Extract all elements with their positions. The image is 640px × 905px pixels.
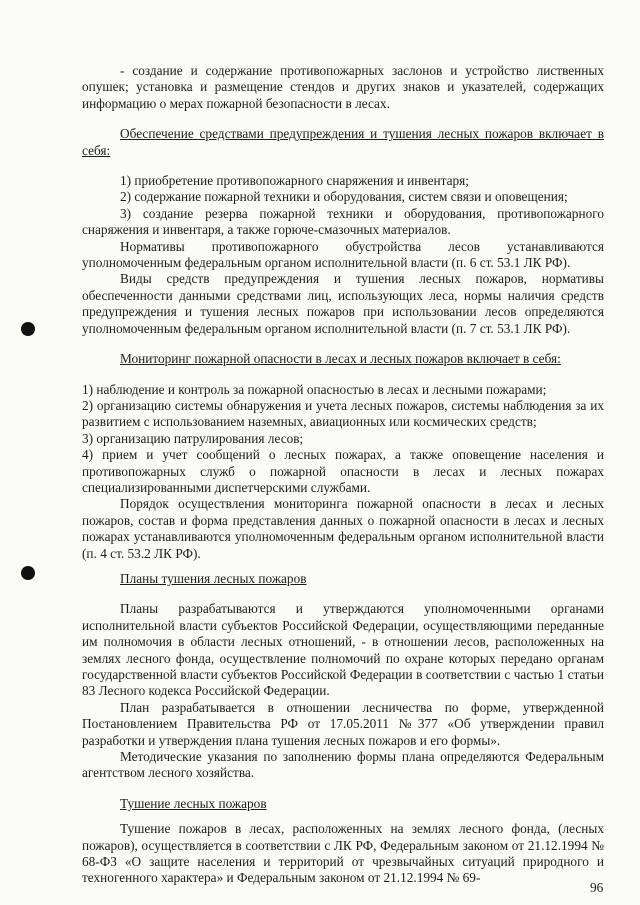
body-paragraph: Планы разрабатываются и утверждаются уполномоченными органами исполнительной власти субъектов Российской Федерации, осуществляющими переданные им полномочия в области лесных отношений, - в отношении лесов, расположенных на землях лесного фонда, осуществление полномочий по охране которых передано органам государственной власти субъектов Российской Федерации в соответствии с частью 1 статьи 83 Лесного кодекса Российской Федерации. (82, 601, 604, 699)
body-paragraph: План разрабатывается в отношении лесничества по форме, утвержденной Постановлением Правительства РФ от 17.05.2011 №377 «Об утверждении правил разработки и утверждения плана тушения лесных пожаров и его формы». (82, 699, 604, 748)
list-item: 1) наблюдение и контроль за пожарной опасностью в лесах и лесными пожарами; (82, 381, 547, 397)
list-item: 2) содержание пожарной техники и оборудования, систем связи и оповещения; (120, 189, 568, 205)
list-item: 3) организацию патрулирования лесов; (82, 430, 304, 446)
list-item: 3) создание резерва пожарной техники и оборудования, противопожарного снаряжения и инвентаря, а также горюче-смазочных материалов. (82, 205, 604, 238)
body-paragraph: Тушение пожаров в лесах, расположенных на землях лесного фонда, (лесных пожаров), осуществляется в соответствии с ЛК РФ, Федеральным законом от 21.12.1994 № 68-ФЗ «О защите населения и территорий от чрезвычайных ситуаций природного и техногенного характера» и Федеральным законом от 21.12.1994 № 69- (82, 821, 604, 886)
section-heading-monitoring: Мониторинг пожарной опасности в лесах и лесных пожаров включает в себя: (120, 351, 561, 367)
list-item: 4) прием и учет сообщений о лесных пожарах, а также оповещение населения и противопожарных служб о пожарной опасности в лесах и лесных пожарах специализированными диспетчерскими службами. (82, 447, 604, 495)
intro-paragraph: - создание и содержание противопожарных заслонов и устройство лиственных опушек; установка и размещение стендов и других знаков и указателей, содержащих информацию о мерах пожарной безопасности в лесах. (82, 63, 604, 111)
binder-hole-mark (21, 322, 35, 336)
section-heading-means: Обеспечение средствами предупреждения и тушения лесных пожаров включает в себя: (82, 126, 604, 158)
body-paragraph: Порядок осуществления мониторинга пожарной опасности в лесах и лесных пожаров, состав и форма представления данных о пожарной опасности в лесах и лесных пожарах устанавливаются уполномоченным федеральным органом исполнительной власти (п. 4 ст. 53.2 ЛК РФ). (82, 496, 604, 561)
body-paragraph: Виды средств предупреждения и тушения лесных пожаров, нормативы обеспеченности данными средствами лиц, использующих леса, нормы наличия средств предупреждения и тушения лесных пожаров при использовании лесов определяются уполномоченным федеральным органом исполнительной власти (п. 7 ст. 53.1 ЛК РФ). (82, 271, 604, 336)
list-item: 1) приобретение противопожарного снаряжения и инвентаря; (120, 173, 469, 189)
body-paragraph: Нормативы противопожарного обустройства лесов устанавливаются уполномоченным федеральным органом исполнительной власти (п. 6 ст. 53.1 ЛК РФ). (82, 238, 604, 271)
list-item: 2) организацию системы обнаружения и учета лесных пожаров, системы наблюдения за их развитием с использованием наземных, авиационных или космических средств; (82, 397, 604, 430)
body-paragraph: Методические указания по заполнению формы плана определяются Федеральным агентством лесного хозяйства. (82, 749, 604, 781)
binder-hole-mark (21, 566, 35, 580)
page-body (82, 63, 604, 887)
section-heading-plans: Планы тушения лесных пожаров (120, 570, 307, 586)
section-heading-firefighting: Тушение лесных пожаров (120, 795, 267, 811)
page-number: 96 (590, 880, 604, 895)
